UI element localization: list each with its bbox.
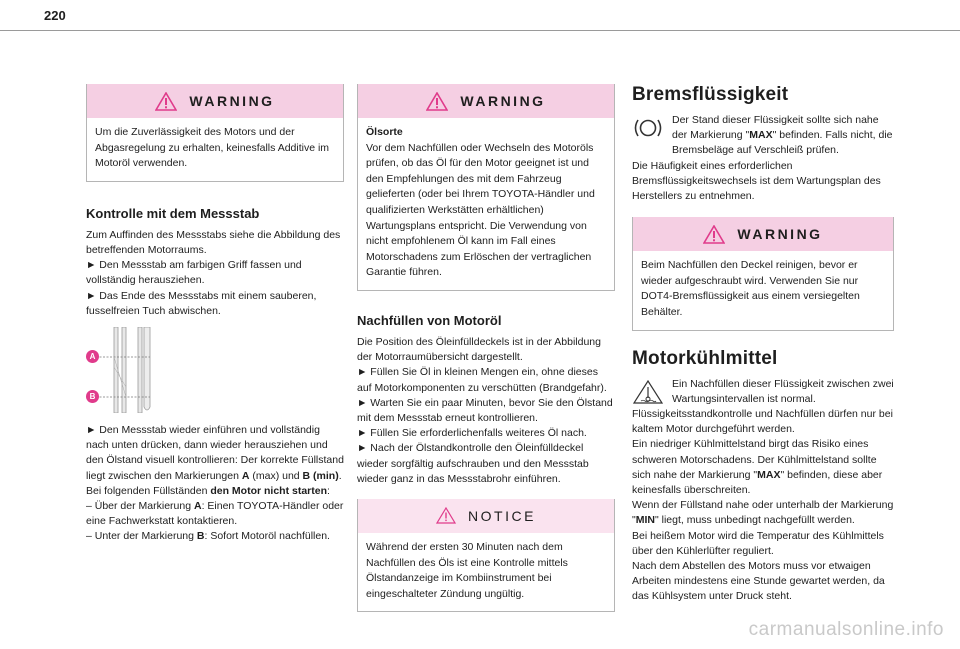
coolant-intro-text: Ein Nachfüllen dieser Flüssigkeit zwischen zwei Wartungsintervallen ist normal. [672, 377, 894, 405]
warning-triangle-icon [155, 92, 177, 111]
brake-fluid-intro [632, 113, 894, 159]
warning-box-oil-type [357, 84, 615, 291]
warning-triangle-icon [426, 92, 448, 111]
warning-subhead: Ölsorte [366, 126, 403, 138]
section-title-dipstick: Kontrolle mit dem Messstab [86, 205, 260, 221]
section-title-coolant: Motorkühlmittel [632, 347, 778, 369]
brake-warning-icon [632, 115, 664, 141]
text-run-bold: MAX [757, 468, 781, 481]
text-run: – Unter der Markierung [86, 530, 197, 543]
column-middle [357, 84, 615, 612]
watermark: carmanualsonline.info [748, 619, 944, 640]
warning-text: Vor dem Nachfüllen oder Wechseln des Motoröls prüfen, ob das Öl für den Motor geeignet ist und den Empfehlungen des mit dem Fahrzeug gelieferten (oder bei Ihrem TOYOTA-Händler und qualifizierten Werkstätten erhältlichen) Wartungsplans entspricht. Die Verwendung von nicht empfohlenem Öl kann im Fall eines Motorschadens zum Erlöschen der vertraglichen Garantie führen. [366, 141, 595, 279]
warning-body [358, 118, 614, 290]
do-not-start-note [86, 484, 344, 499]
warning-triangle-icon [703, 225, 725, 244]
refill-p4: ► Füllen Sie erforderlichenfalls weiteres Öl nach. [357, 427, 587, 440]
text-run: " befinden, diese aber keinesfalls überschreiten. [632, 468, 883, 497]
section-title-refill: Nachfüllen von Motoröl [357, 312, 502, 328]
marker-a [86, 350, 99, 363]
dash-item-above-a [86, 499, 344, 529]
text-run: : Einen TOYOTA-Händler oder eine Fachwerkstatt kontaktieren. [86, 500, 344, 528]
text-run-bold: B (min) [302, 469, 339, 482]
text-run-bold: MAX [749, 129, 773, 142]
notice-text: Während der ersten 30 Minuten nach dem Nachfüllen des Öls ist eine Kontrolle mittels Ölstandanzeige im Kombiinstrument bei eingeschalteter Zündung ungültig. [366, 540, 568, 600]
dipstick-check-step [86, 423, 344, 484]
notice-header [358, 499, 614, 533]
coolant-temperature-icon [632, 379, 664, 405]
marker-b-label: B [89, 392, 96, 401]
page-number: 220 [44, 8, 66, 23]
text-run-bold: A [241, 469, 250, 482]
warning-text: Um die Zuverlässigkeit des Motors und der Abgasregelung zu erhalten, keinesfalls Additive im Motoröl verwenden. [95, 126, 330, 170]
marker-a-label: A [89, 352, 96, 361]
dipstick-step-1: ► Den Messstab am farbigen Griff fassen und vollständig herausziehen. [86, 259, 302, 287]
refill-p1: Die Position des Öleinfülldeckels ist in der Abbildung der Motorraumübersicht dargestellt. [357, 335, 601, 364]
text-run: : Sofort Motoröl nachfüllen. [204, 530, 330, 543]
text-run: Ein niedriger Kühlmittelstand birgt das Risiko eines schweren Motorschadens. Der Kühlmittelstand sollte sich nahe der Markierung " [632, 438, 877, 481]
text-run: – Über der Markierung [86, 500, 194, 513]
dash-item-below-b [86, 529, 344, 544]
refill-p3: ► Warten Sie ein paar Minuten, bevor Sie den Ölstand mit dem Messstab erneut kontrollieren. [357, 396, 613, 424]
text-run: ► Den Messstab wieder einführen und vollständig nach unten drücken, dann wieder herausziehen und den Ölstand visuell kontrollieren: Der korrekte Füllstand liegt zwischen den Markierungen [86, 424, 344, 482]
header-rule [0, 30, 960, 31]
warning-header [87, 84, 343, 118]
warning-header [358, 84, 614, 118]
warning-box-brake [632, 217, 894, 330]
coolant-p4: Bei heißem Motor wird die Temperatur des Kühlmittels über den Kühlerlüfter reguliert. [632, 529, 884, 557]
coolant-p2 [632, 437, 894, 498]
warning-text: Beim Nachfüllen den Deckel reinigen, bevor er wieder aufgeschraubt wird. Verwenden Sie nur DOT4-Bremsflüssigkeit aus einem versiegelten Behälter. [641, 259, 860, 318]
warning-title: WARNING [189, 93, 275, 109]
brake-fluid-level-text [672, 113, 894, 159]
text-run-bold: B [196, 530, 205, 543]
text-run-bold: MIN [635, 514, 655, 527]
coolant-intro [632, 377, 894, 407]
text-run: . [338, 469, 342, 482]
refill-p5: ► Nach der Ölstandkontrolle den Öleinfülldeckel wieder sorgfältig aufschrauben und den Messstab wieder ganz in das Messstabrohr einführen. [357, 442, 589, 485]
coolant-p3 [632, 498, 894, 528]
text-run-bold: A [193, 500, 202, 513]
notice-box [357, 499, 615, 612]
warning-title: WARNING [460, 93, 546, 109]
marker-b [86, 390, 99, 403]
warning-title: WARNING [737, 226, 823, 243]
text-run: Bei folgenden Füllständen [86, 484, 211, 497]
text-run-bold: den Motor nicht starten [210, 484, 328, 497]
dipstick-figure [86, 327, 344, 413]
text-run: Wenn der Füllstand nahe oder unterhalb der Markierung " [632, 499, 894, 527]
warning-box-additives [86, 84, 344, 182]
brake-fluid-change-text: Die Häufigkeit eines erforderlichen Bremsflüssigkeitswechsels ist dem Wartungsplan des Herstellers zu entnehmen. [632, 159, 881, 203]
text-run: Der Stand dieser Flüssigkeit sollte sich nahe der Markierung " [672, 114, 879, 142]
refill-p2: ► Füllen Sie Öl in kleinen Mengen ein, ohne dieses auf Motorkomponenten zu verschütten (Brandgefahr). [357, 366, 607, 394]
text-run: " liegt, muss unbedingt nachgefüllt werden. [654, 514, 855, 527]
dipstick-intro: Zum Auffinden des Messstabs siehe die Abbildung des betreffenden Motorraums. [86, 228, 341, 256]
notice-title: NOTICE [468, 507, 536, 524]
text-run: (max) und [249, 469, 303, 482]
column-left [86, 84, 344, 545]
coolant-p5: Nach dem Abstellen des Motors muss vor etwaigen Arbeiten mindestens eine Stunde gewartet werden, da das Kühlsystem unter Druck steht. [632, 560, 885, 603]
column-right [632, 84, 894, 605]
dipstick-illustration [86, 327, 206, 413]
section-title-brake-fluid: Bremsflüssigkeit [632, 84, 789, 105]
text-run: : [327, 484, 330, 497]
notice-triangle-icon [436, 507, 456, 524]
coolant-p1: Flüssigkeitsstandkontrolle und Nachfüllen dürfen nur bei kaltem Motor durchgeführt werden. [632, 408, 893, 436]
text-run: " befinden. Falls nicht, die Bremsbeläge auf Verschleiß prüfen. [672, 129, 893, 157]
warning-header [633, 217, 893, 251]
dipstick-step-2: ► Das Ende des Messstabs mit einem sauberen, fusselfreien Tuch abwischen. [86, 289, 317, 317]
